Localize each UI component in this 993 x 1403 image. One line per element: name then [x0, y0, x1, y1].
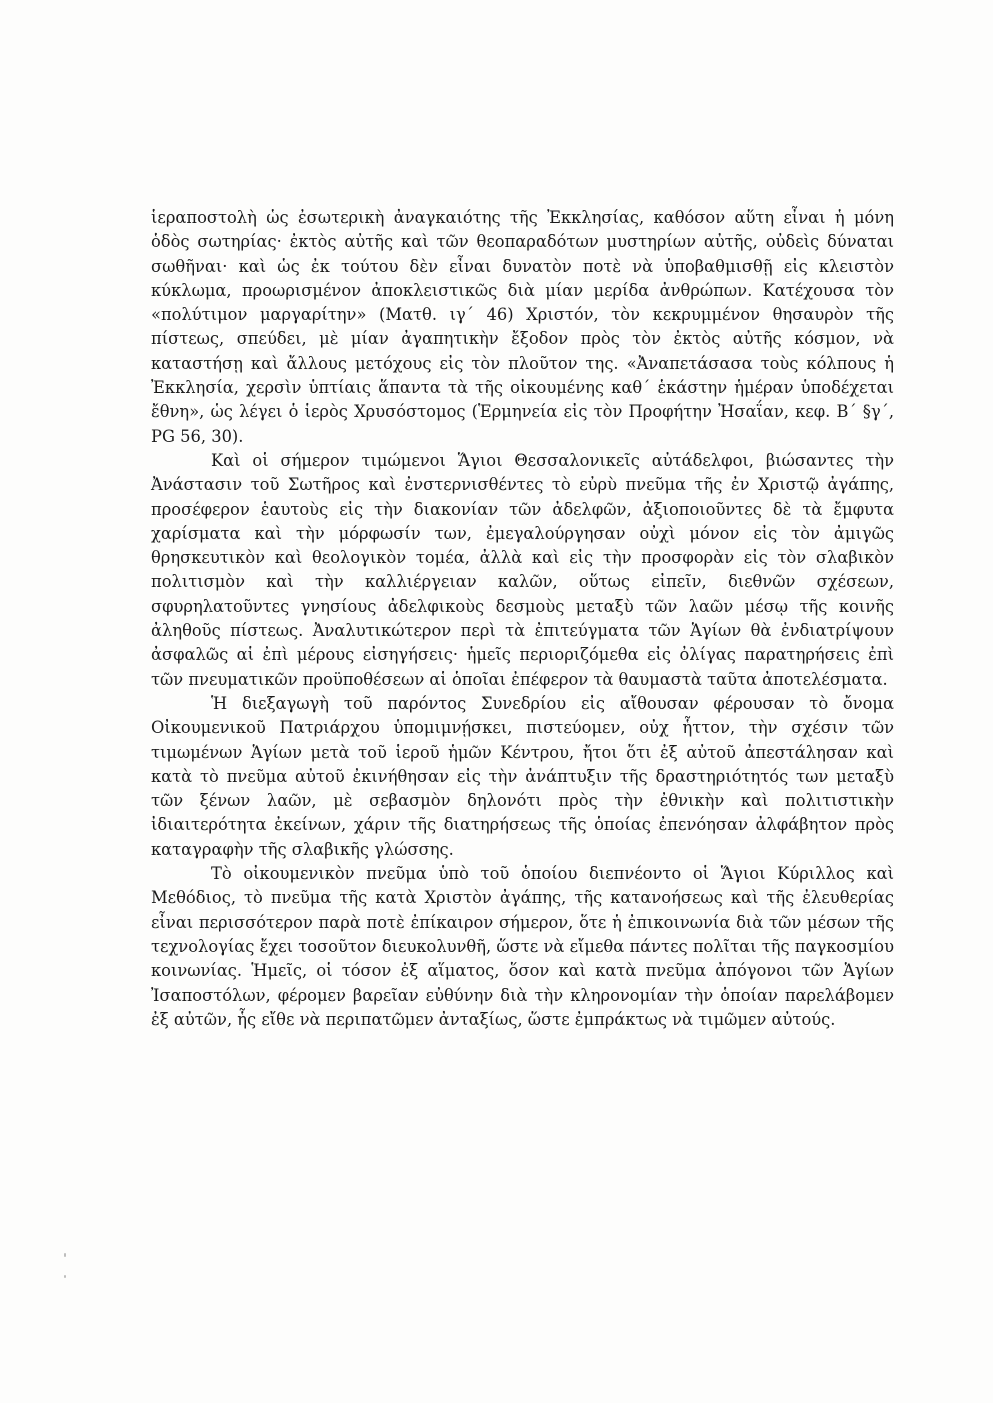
body-text	[151, 206, 894, 1032]
paragraph-1: ἱεραποστολὴ ὡς ἐσωτερικὴ ἀναγκαιότης τῆς Ἐκκλησίας, καθόσον αὕτη εἶναι ἡ μόνη ὁδὸς σωτηρίας· ἐκτὸς αὐτῆς καὶ τῶν θεοπαραδότων μυστηρίων αὐτῆς, οὐδεὶς δύναται σωθῆναι· καὶ ὡς ἐκ τούτου δὲν εἶναι δυνατὸν ποτὲ νὰ ὑποβαθμισθῇ εἰς κλειστὸν κύκλωμα, προωρισμένον ἀποκλειστικῶς διὰ μίαν μερίδα ἀνθρώπων. Κατέχουσα τὸν «πολύτιμον μαργαρίτην» (Ματθ. ιγ΄ 46) Χριστόν, τὸν κεκρυμμένον θησαυρὸν τῆς πίστεως, σπεύδει, μὲ μίαν ἀγαπητικὴν ἔξοδον πρὸς τὸν ἐκτὸς αὐτῆς κόσμον, νὰ καταστήσῃ καὶ ἄλλους μετόχους εἰς τὸν πλοῦτον της. «Ἀναπετάσασα τοὺς κόλπους ἡ Ἐκκλησία, χερσὶν ὑπτίαις ἅπαντα τὰ τῆς οἰκουμένης καθ΄ ἑκάστην ἡμέραν ὑποδέχεται ἔθνη», ὡς λέγει ὁ ἱερὸς Χρυσόστομος (Ἑρμηνεία εἰς τὸν Προφήτην Ἠσαΐαν, κεφ. Β΄ §γ΄, PG 56, 30).	[151, 208, 894, 446]
paragraph-3: Ἡ διεξαγωγὴ τοῦ παρόντος Συνεδρίου εἰς αἴθουσαν φέρουσαν τὸ ὄνομα Οἰκουμενικοῦ Πατριάρχου ὑπομιμνῄσκει, πιστεύομεν, οὐχ ἧττον, τὴν σχέσιν τῶν τιμωμένων Ἁγίων μετὰ τοῦ ἱεροῦ ἡμῶν Κέντρου, ἤτοι ὅτι ἐξ αὐτοῦ ἀπεστάλησαν καὶ κατὰ τὸ πνεῦμα αὐτοῦ ἐκινήθησαν εἰς τὴν ἀνάπτυξιν τῆς δραστηριότητός των μεταξὺ τῶν ξένων λαῶν, μὲ σεβασμὸν δηλονότι πρὸς τὴν ἐθνικὴν καὶ πολιτιστικὴν ἰδιαιτερότητα ἐκείνων, χάριν τῆς διατηρήσεως τῆς ὁποίας ἐπενόησαν ἀλφάβητον πρὸς καταγραφὴν τῆς σλαβικῆς γλώσσης.	[151, 693, 894, 859]
paragraph-4: Τὸ οἰκουμενικὸν πνεῦμα ὑπὸ τοῦ ὁποίου διεπνέοντο οἱ Ἅγιοι Κύριλλος καὶ Μεθόδιος, τὸ πνεῦμα τῆς κατὰ Χριστὸν ἀγάπης, τῆς κατανοήσεως καὶ τῆς ἐλευθερίας εἶναι περισσότερον παρὰ ποτὲ ἐπίκαιρον σήμερον, ὅτε ἡ ἐπικοινωνία διὰ τῶν μέσων τῆς τεχνολογίας ἔχει τοσοῦτον διευκολυνθῆ, ὥστε νὰ εἴμεθα πάντες πολῖται τῆς παγκοσμίου κοινωνίας. Ἡμεῖς, οἱ τόσον ἐξ αἵματος, ὅσον καὶ κατὰ πνεῦμα ἀπόγονοι τῶν Ἁγίων Ἰσαποστόλων, φέρομεν βαρεῖαν εὐθύνην διὰ τὴν κληρονομίαν τὴν ὁποίαν παρελάβομεν ἐξ αὐτῶν, ἧς εἴθε νὰ περιπατῶμεν ἀνταξίως, ὥστε ἐμπράκτως νὰ τιμῶμεν αὐτούς.	[151, 864, 894, 1029]
scan-speck	[64, 1275, 66, 1278]
paragraph-2: Καὶ οἱ σήμερον τιμώμενοι Ἅγιοι Θεσσαλονικεῖς αὐτάδελφοι, βιώσαντες τὴν Ἀνάστασιν τοῦ Σωτῆρος καὶ ἐνστερνισθέντες τὸ εὐρὺ πνεῦμα τῆς ἐν Χριστῷ ἀγάπης, προσέφερον ἑαυτοὺς εἰς τὴν διακονίαν τῶν ἀδελφῶν, ἀξιοποιοῦντες δὲ τὰ ἔμφυτα χαρίσματα καὶ τὴν μόρφωσίν των, ἐμεγαλούργησαν οὐχὶ μόνον εἰς τὸν ἀμιγῶς θρησκευτικὸν καὶ θεολογικὸν τομέα, ἀλλὰ καὶ εἰς τὴν προσφορὰν εἰς τὸν σλαβικὸν πολιτισμὸν καὶ τὴν καλλιέργειαν καλῶν, οὕτως εἰπεῖν, διεθνῶν σχέσεων, σφυρηλατοῦντες γνησίους ἀδελφικοὺς δεσμοὺς μεταξὺ τῶν λαῶν μέσῳ τῆς κοινῆς ἀληθοῦς πίστεως. Ἀναλυτικώτερον περὶ τὰ ἐπιτεύγματα τῶν Ἁγίων θὰ ἐνδιατρίψουν ἀσφαλῶς αἱ ἐπὶ μέρους εἰσηγήσεις· ἡμεῖς περιοριζόμεθα εἰς ὀλίγας παρατηρήσεις ἐπὶ τῶν πνευματικῶν προϋποθέσεων αἱ ὁποῖαι ἐπέφερον τὰ θαυμαστὰ ταῦτα ἀποτελέσματα.	[151, 450, 894, 689]
scan-speck	[64, 1253, 66, 1257]
